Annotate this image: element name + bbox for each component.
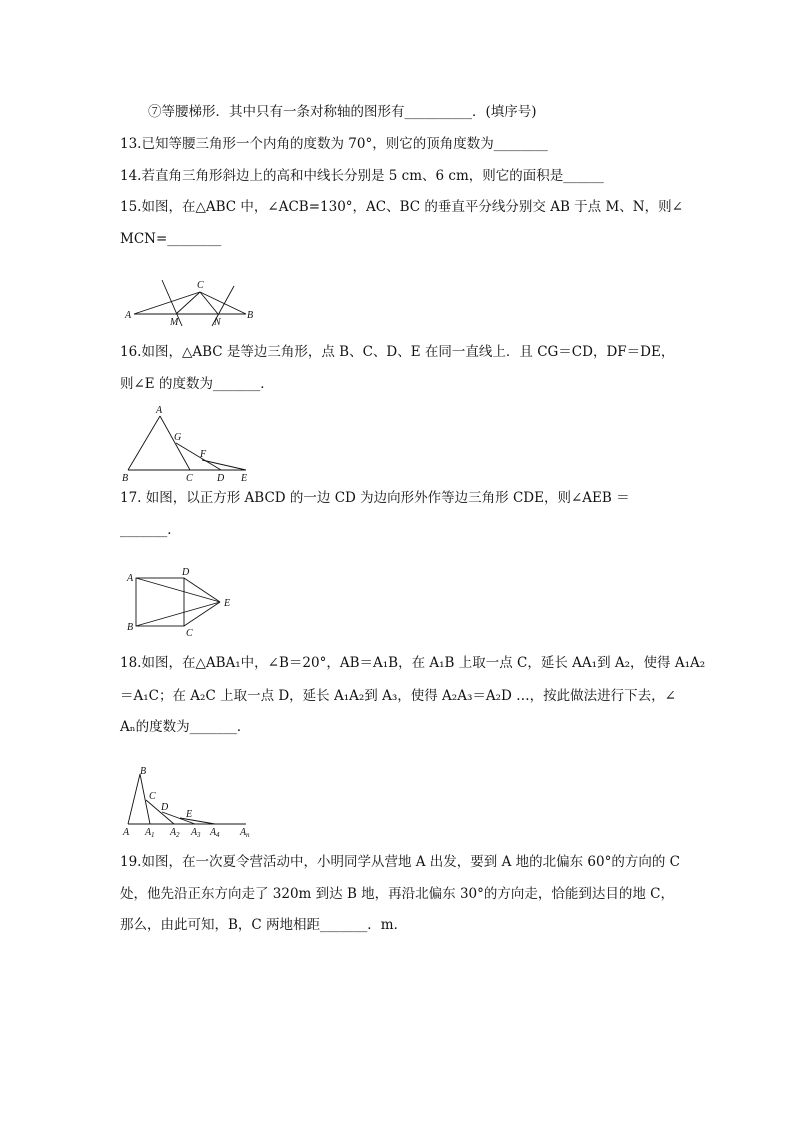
q16-label-c: C bbox=[186, 473, 193, 484]
q17-label-e: E bbox=[224, 598, 231, 609]
q18-label-a1-sub: 1 bbox=[151, 831, 155, 839]
q16-label-e: E bbox=[241, 473, 248, 484]
q16-label-f: F bbox=[200, 449, 207, 460]
q15-text-line2: MCN=________ bbox=[120, 231, 222, 247]
q17-label-a: A bbox=[127, 573, 134, 584]
q15-label-b: B bbox=[247, 310, 254, 321]
q17-label-d: D bbox=[182, 567, 190, 578]
q18-label-c: C bbox=[149, 791, 156, 802]
q15-text-line1: 15.如图，在△ABC 中，∠ACB=130°，AC、BC 的垂直平分线分别交 AB 于点 M、N，则∠ bbox=[120, 199, 683, 215]
q18-text-line2: ＝A₁C；在 A₂C 上取一点 D，延长 A₁A₂到 A₃，使得 A₂A₃＝A₂D …，按此做法进行下去，∠ bbox=[120, 688, 676, 704]
q17-figure bbox=[118, 566, 248, 638]
q18-label-a3-sub: 3 bbox=[197, 831, 201, 839]
q18-segment-ab bbox=[128, 774, 140, 824]
q17-label-b: B bbox=[127, 622, 134, 633]
q16-segment-ac bbox=[160, 416, 190, 470]
q16-segment-fe bbox=[202, 460, 246, 470]
q18-label-an-sub: n bbox=[246, 831, 250, 839]
q18-label-an: A bbox=[240, 827, 247, 838]
q16-text-line1: 16.如图，△ABC 是等边三角形，点 B、C、D、E 在同一直线上．且 CG＝CD，DF＝DE， bbox=[120, 344, 675, 360]
q17-segment-ae bbox=[136, 578, 220, 602]
q15-label-m: M bbox=[170, 317, 179, 328]
q16-label-a: A bbox=[156, 405, 163, 416]
q16-label-b: B bbox=[122, 473, 129, 484]
q18-label-b: B bbox=[140, 766, 147, 777]
q15-label-a: A bbox=[125, 310, 132, 321]
q16-label-g: G bbox=[174, 432, 182, 443]
q19-text-line2: 处，他先沿正东方向走了 320m 到达 B 地，再沿北偏东 30°的方向走，恰能到达目的地 C， bbox=[120, 886, 674, 902]
q17-segment-ce bbox=[184, 602, 220, 626]
q16-label-d: D bbox=[217, 473, 225, 484]
q18-segment-ca2 bbox=[146, 800, 174, 824]
q13-text: 13.已知等腰三角形一个内角的度数为 70°，则它的顶角度数为________ bbox=[120, 136, 548, 152]
q18-label-a2: A bbox=[170, 827, 177, 838]
q15-segment-cm bbox=[176, 292, 200, 314]
q19-text-line3: 那么，由此可知，B，C 两地相距_______．m． bbox=[120, 917, 408, 933]
q17-segment-be bbox=[136, 602, 220, 626]
q16-figure bbox=[118, 402, 258, 484]
q18-label-e: E bbox=[186, 809, 193, 820]
q16-segment-ab bbox=[128, 416, 160, 470]
q15-label-c: C bbox=[197, 280, 204, 291]
q12-text: ⑦等腰梯形．其中只有一条对称轴的图形有__________．(填序号) bbox=[148, 104, 537, 120]
q19-text-line1: 19.如图，在一次夏令营活动中，小明同学从营地 A 出发，要到 A 地的北偏东 60°的方向的 C bbox=[120, 854, 680, 870]
q18-label-a2-sub: 2 bbox=[176, 831, 180, 839]
q15-figure bbox=[118, 276, 268, 328]
q14-text: 14.若直角三角形斜边上的高和中线长分别是 5 cm、6 cm，则它的面积是______ bbox=[120, 168, 604, 184]
q18-label-a1: A bbox=[145, 827, 152, 838]
q17-label-c: C bbox=[186, 628, 193, 639]
q17-text-line2: _______． bbox=[120, 522, 181, 538]
q15-segment-cn bbox=[200, 292, 218, 314]
q18-text-line1: 18.如图，在△ABA₁中，∠B＝20°，AB＝A₁B，在 A₁B 上取一点 C，延长 AA₁到 A₂，使得 A₁A₂ bbox=[120, 655, 706, 671]
q18-label-d: D bbox=[161, 802, 169, 813]
q18-label-a4: A bbox=[210, 827, 217, 838]
q18-label-a3: A bbox=[191, 827, 198, 838]
q15-segment-cb bbox=[200, 292, 246, 314]
q18-label-a: A bbox=[123, 827, 130, 838]
q15-segment-ac bbox=[134, 292, 200, 314]
q18-label-a4-sub: 4 bbox=[216, 831, 220, 839]
q18-text-line3: Aₙ的度数为_______． bbox=[120, 719, 251, 735]
q17-segment-de bbox=[184, 578, 220, 602]
q18-figure bbox=[118, 762, 258, 840]
q16-text-line2: 则∠E 的度数为_______． bbox=[120, 376, 274, 392]
q15-label-n: N bbox=[214, 317, 221, 328]
q17-text-line1: 17. 如图，以正方形 ABCD 的一边 CD 为边向形外作等边三角形 CDE，则∠AEB ＝ bbox=[120, 490, 630, 506]
